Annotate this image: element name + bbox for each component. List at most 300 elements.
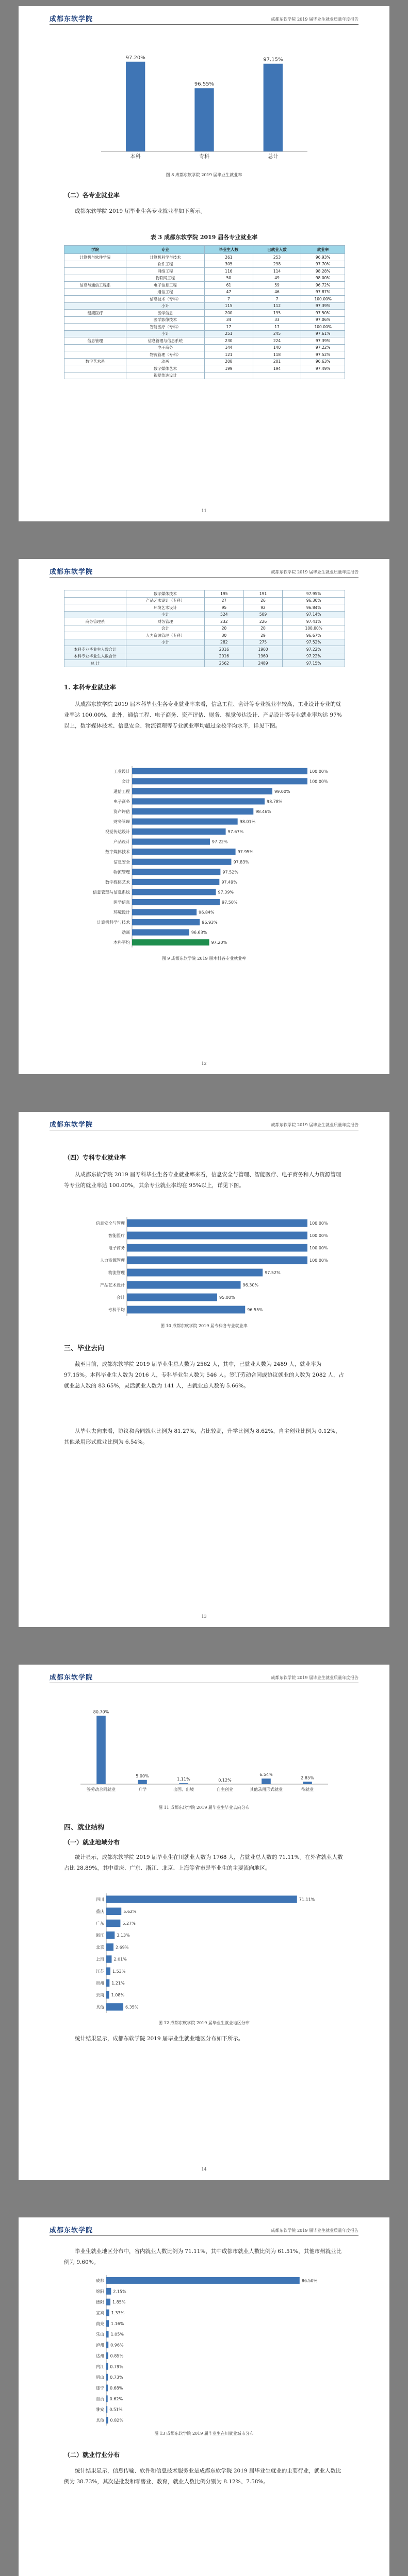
table-cell: 小计: [126, 330, 204, 337]
table-cell: 软件工程: [126, 261, 204, 268]
category-label: 电子商务: [108, 1246, 125, 1250]
table-row: [64, 653, 345, 660]
section-paragraph: 毕业生就业地区分布中，省内就业人数比例为 71.11%，其中成都市就业人数比例为 61.51%，其他市州就业比例为 9.60%。: [64, 2248, 342, 2265]
table-cell: 97.70%: [301, 261, 345, 268]
table-cell: 100.00%: [301, 324, 345, 331]
section-paragraph: 从成都东软学院 2019 届专科毕业生各专业就业率来看，信息安全与管理、智能医疗、电子商务和人力资源管理等专业的就业率达 100.00%，其余专业就业率均在 95%以上，详见下图。: [64, 1172, 341, 1189]
table-row: [64, 289, 345, 296]
bar: [106, 2342, 108, 2348]
category-label: 动画: [122, 930, 130, 935]
section-paragraph-2: 统计结果显示，成都东软学院 2019 届毕业生就业地区分布如下所示。: [75, 2036, 244, 2042]
table-cell: 2562: [204, 660, 243, 667]
bar-value-label: 96.84%: [199, 910, 215, 915]
table-cell: [64, 611, 126, 618]
table-cell: 小计: [126, 302, 204, 310]
table-cell: 物流管理（专科）: [126, 351, 204, 359]
table-cell: 509: [243, 611, 283, 618]
school-logo: 成都东软学院: [50, 568, 93, 576]
table-cell: 97.14%: [283, 611, 345, 618]
bar-value-label: 98.01%: [239, 819, 256, 824]
category-label: 数字媒体艺术: [105, 879, 130, 885]
table-cell: 97.39%: [301, 337, 345, 345]
bar: [106, 1979, 109, 1987]
table-cell: 人力资源管理（专科）: [126, 632, 204, 639]
report-page-4: [19, 1665, 389, 2180]
page-number: 11: [201, 509, 207, 513]
major-rate-table: [64, 245, 345, 379]
bar: [132, 939, 209, 945]
bar: [106, 2299, 110, 2306]
table-cell: [64, 289, 126, 296]
category-label: 计算机科学与技术: [97, 920, 130, 925]
table-cell: 97.52%: [301, 351, 345, 359]
table-row: [64, 254, 345, 261]
table-cell: 2016: [204, 646, 243, 653]
table-cell: 140: [253, 344, 301, 351]
category-label: 雅安: [96, 2407, 104, 2412]
running-title: 成都东软学院 2019 届毕业生就业质量年度报告: [271, 17, 358, 22]
bar: [132, 828, 226, 835]
category-label: 人力资源管理: [100, 1258, 125, 1263]
table-cell: 20: [204, 625, 243, 632]
bar-value-label: 96.93%: [202, 920, 218, 925]
table-cell: 会计: [126, 625, 204, 632]
page-header: [50, 1672, 358, 1683]
bar: [106, 2288, 111, 2295]
category-label: 医学信息: [113, 900, 130, 905]
table-row: [64, 625, 345, 632]
table-cell: 计算机科学与技术: [126, 254, 204, 261]
bar: [126, 62, 145, 151]
section-paragraph-2: 截至目前，成都东软学院 2019 届毕业生总人数为 2562 人，其中，已就业人数为 2489 人，就业率为 97.15%。本科毕业生人数为 2016 人，专科毕业生人数为 546 人。签订劳动合同或协议就业的人数为 2082 人，占就业总人数的 83.65%，灵活就业人数为 141 人，占就业总人数的 5.66%。: [64, 1361, 345, 1389]
table-cell: 47: [204, 289, 253, 296]
category-label: 四川: [96, 1897, 104, 1902]
bar-value-label: 6.35%: [125, 2005, 139, 2010]
table-cell: [64, 365, 126, 372]
category-label: 专科: [199, 154, 209, 160]
table-cell: 97.52%: [283, 639, 345, 646]
table-cell: 17: [253, 324, 301, 331]
bar: [132, 869, 220, 875]
table-row: [64, 282, 345, 289]
table-cell: 118: [253, 351, 301, 359]
bar: [127, 1257, 307, 1264]
chapter-title: 四、就业结构: [64, 1824, 105, 1832]
sichuan-city-chart: [75, 2273, 333, 2428]
bar: [106, 2363, 108, 2370]
bar-value-label: 97.22%: [211, 839, 228, 844]
table-cell: [301, 372, 345, 379]
category-label: 物流管理: [113, 870, 130, 875]
table-row: [64, 358, 345, 365]
category-label: 其他: [96, 2418, 104, 2423]
section-paragraph: 统计显示，成都东软学院 2019 届毕业生在川就业人数为 1768 人，占就业总人数的 71.11%。在外省就业人数占比 28.89%，其中重庆、广东、浙江、北京、上海等省市是毕业生的主要流向地区。: [64, 1854, 343, 1871]
table-cell: 226: [243, 618, 283, 625]
category-label: 工业设计: [113, 769, 130, 774]
bar-value-label: 1.33%: [111, 2311, 125, 2315]
bar-value-label: 97.52%: [265, 1270, 281, 1275]
table-cell: 总 计: [64, 660, 126, 667]
major-rate-table-continued: [64, 590, 345, 667]
table-cell: 61: [204, 282, 253, 289]
category-label: 自贡: [96, 2396, 104, 2401]
bar: [132, 929, 189, 936]
bar-value-label: 0.85%: [110, 2353, 124, 2359]
table-cell: 本科专业毕业生人数合计: [64, 646, 126, 653]
report-page-1: [19, 6, 389, 521]
bar-value-label: 97.52%: [222, 870, 238, 875]
table-cell: 97.87%: [301, 289, 345, 296]
category-label: 贵州: [96, 1981, 104, 1986]
table-row: [64, 302, 345, 310]
category-label: 总计: [268, 154, 279, 160]
bar-value-label: 3.13%: [117, 1933, 130, 1938]
bar-value-label: 0.51%: [109, 2407, 123, 2412]
bar: [127, 1294, 217, 1301]
bar-value-label: 97.20%: [125, 55, 145, 61]
bar-value-label: 2.15%: [113, 2289, 126, 2294]
table-row: [64, 660, 345, 667]
report-page-2: [19, 559, 389, 1074]
bar: [106, 2320, 109, 2327]
table-cell: [64, 372, 126, 379]
category-label: 重庆: [96, 1909, 104, 1914]
table-header-row: [64, 246, 345, 254]
figure-caption: 图 13 成都东软学院 2019 届毕业生在川就业城市分布: [154, 2431, 254, 2436]
table-cell: 本科专业毕业生人数合计: [64, 653, 126, 660]
table-cell: 信息技术（专科）: [126, 296, 204, 303]
bar: [132, 859, 231, 865]
table-cell: 224: [253, 337, 301, 345]
table-cell: 26: [243, 597, 283, 604]
section-title: （四）专科专业就业率: [64, 1154, 126, 1161]
bar-value-label: 1.05%: [110, 2332, 124, 2337]
table-cell: 27: [204, 597, 243, 604]
page-header: [50, 566, 358, 578]
bar: [262, 1778, 271, 1784]
table-cell: 2016: [204, 653, 243, 660]
bar: [106, 1943, 113, 1951]
bar: [132, 909, 197, 915]
table-cell: 199: [204, 365, 253, 372]
bar: [106, 2003, 123, 2010]
running-title: 成都东软学院 2019 届毕业生就业质量年度报告: [271, 1123, 358, 1127]
bar-value-label: 80.70%: [93, 1709, 109, 1715]
bar: [132, 879, 219, 885]
section-title: 1. 本科专业就业率: [64, 684, 116, 691]
table-cell: 98.28%: [301, 268, 345, 275]
category-label: 通信工程: [113, 789, 130, 794]
section-paragraph-3: 从毕业去向来看，协议和合同就业比例为 81.27%，占比较高，升学比例为 8.62%，自主创业比例为 0.12%，其他录用形式就业比例为 6.54%。: [64, 1428, 341, 1445]
category-label: 成都: [96, 2278, 104, 2283]
bar-value-label: 0.82%: [110, 2418, 123, 2423]
category-label: 财务管理: [113, 819, 130, 824]
table-cell: 环境艺术设计: [126, 604, 204, 612]
table-cell: 97.61%: [301, 330, 345, 337]
table-cell: 97.22%: [283, 653, 345, 660]
bar-value-label: 96.55%: [247, 1308, 263, 1312]
table-cell: 97.49%: [301, 365, 345, 372]
school-logo: 成都东软学院: [50, 2227, 93, 2234]
table-cell: 49: [253, 275, 301, 282]
bar: [106, 2406, 107, 2413]
category-label: 云南: [96, 1993, 104, 1998]
bar-value-label: 5.00%: [136, 1773, 149, 1778]
table-cell: 97.39%: [301, 302, 345, 310]
bar: [132, 808, 253, 815]
table-cell: 信息与通信工程系: [64, 282, 126, 289]
table-cell: [64, 351, 126, 359]
table-cell: 59: [253, 282, 301, 289]
table-cell: 46: [253, 289, 301, 296]
table-row: [64, 351, 345, 359]
bar: [138, 1780, 147, 1784]
bar: [132, 849, 236, 855]
table-cell: 97.50%: [301, 310, 345, 317]
bar-value-label: 1.16%: [111, 2321, 124, 2326]
table-row: [64, 324, 345, 331]
bar-value-label: 99.00%: [274, 789, 290, 794]
table-cell: [64, 590, 126, 598]
bar: [106, 2385, 108, 2392]
category-label: 南充: [96, 2321, 104, 2326]
table-cell: 95: [204, 604, 243, 612]
page-number: 12: [201, 1061, 207, 1066]
table-cell: [64, 597, 126, 604]
bar-value-label: 98.78%: [267, 799, 283, 804]
bar-value-label: 1.11%: [177, 1777, 190, 1782]
category-label: 签劳动合同就业: [87, 1787, 116, 1792]
table-cell: 信息管理: [64, 337, 126, 345]
category-label: 信息安全: [113, 859, 130, 865]
table-cell: [64, 261, 126, 268]
category-label: 达州: [96, 2353, 104, 2359]
table-row: [64, 296, 345, 303]
bar: [106, 1968, 110, 1975]
bar-value-label: 97.50%: [222, 900, 238, 905]
table-cell: 100.00%: [301, 296, 345, 303]
bar: [106, 1920, 120, 1927]
category-label: 数字媒体技术: [105, 850, 130, 855]
table-cell: 小计: [126, 639, 204, 646]
table-cell: 数字艺术系: [64, 358, 126, 365]
running-title: 成都东软学院 2019 届毕业生就业质量年度报告: [271, 1675, 358, 1680]
bar: [96, 1716, 106, 1784]
bar: [106, 2277, 300, 2284]
table-row: [64, 310, 345, 317]
table-cell: [64, 268, 126, 275]
table-cell: 医学影像技术: [126, 316, 204, 324]
table-cell: 114: [253, 268, 301, 275]
table-cell: 275: [243, 639, 283, 646]
bar: [106, 2374, 108, 2381]
table-row: [64, 268, 345, 275]
table-cell: 253: [253, 254, 301, 261]
page-number: 13: [201, 1614, 207, 1619]
table-header-cell: 已就业人数: [253, 246, 301, 254]
table-cell: [64, 639, 126, 646]
table-cell: [64, 324, 126, 331]
page-header: [50, 2225, 358, 2236]
school-logo: 成都东软学院: [50, 1674, 93, 1682]
category-label: 宜宾: [96, 2311, 104, 2315]
region-distribution-chart: [75, 1891, 333, 2015]
table-cell: 物联网工程: [126, 275, 204, 282]
table-cell: 电子信息工程: [126, 282, 204, 289]
bar-value-label: 97.39%: [218, 890, 234, 895]
bar-value-label: 97.49%: [221, 879, 237, 885]
table-cell: 97.22%: [283, 646, 345, 653]
category-label: 广东: [96, 1921, 104, 1926]
category-label: 升学: [138, 1787, 146, 1792]
category-label: 物流管理: [108, 1270, 125, 1275]
table-cell: 96.67%: [283, 632, 345, 639]
bar: [179, 1783, 188, 1784]
category-label: 浙江: [96, 1933, 104, 1938]
bar-value-label: 96.30%: [242, 1283, 259, 1287]
table-cell: 96.72%: [301, 282, 345, 289]
category-label: 乐山: [96, 2332, 104, 2337]
table-cell: 17: [204, 324, 253, 331]
table-cell: 298: [253, 261, 301, 268]
table-cell: 115: [204, 302, 253, 310]
section-title: （二）各专业就业率: [64, 192, 120, 199]
bar-value-label: 6.54%: [259, 1772, 273, 1777]
bar-value-label: 0.12%: [218, 1777, 232, 1783]
category-label: 产品艺术设计: [100, 1283, 125, 1287]
table-cell: 数字媒体技术: [126, 590, 204, 598]
bar-value-label: 1.53%: [112, 1969, 126, 1974]
figure-caption: 图 8 成都东软学院 2019 届毕业生就业率: [166, 173, 242, 177]
bar: [132, 778, 307, 784]
table-cell: [64, 625, 126, 632]
table-cell: 商务管理系: [64, 618, 126, 625]
table-cell: 116: [204, 268, 253, 275]
table-cell: 医学信息: [126, 310, 204, 317]
table-cell: 智能医疗（专科）: [126, 324, 204, 331]
figure-caption: 图 9 成都东软学院 2019 届本科各专业就业率: [161, 956, 247, 961]
category-label: 专科平均: [108, 1308, 125, 1312]
bar-value-label: 5.62%: [123, 1909, 137, 1914]
table-cell: 194: [253, 365, 301, 372]
table-row: [64, 344, 345, 351]
table-row: [64, 604, 345, 612]
table-row: [64, 365, 345, 372]
bar: [132, 768, 307, 774]
table-cell: 7: [204, 296, 253, 303]
table-cell: 92: [243, 604, 283, 612]
section-paragraph-2: 统计结果显示，信息传输、软件和信息技术服务业是成都东软学院 2019 届毕业生就业的主要行业，就业人数比例为 38.73%，其次是批发和零售业、教育，就业人数比例分别为 8.12%、7.58%。: [64, 2468, 341, 2485]
table-cell: 1960: [243, 646, 283, 653]
table-cell: [126, 653, 204, 660]
table-cell: 产品艺术设计（专科）: [126, 597, 204, 604]
table-cell: [64, 275, 126, 282]
bar: [264, 64, 283, 151]
table-cell: 98.00%: [301, 275, 345, 282]
table-row: [64, 372, 345, 379]
bar-value-label: 96.55%: [194, 81, 215, 88]
bar: [106, 1931, 115, 1939]
college-major-rate-chart: [75, 1215, 333, 1318]
running-title: 成都东软学院 2019 届毕业生就业质量年度报告: [271, 2228, 358, 2233]
table-cell: 201: [253, 358, 301, 365]
table-cell: 144: [204, 344, 253, 351]
bar: [127, 1306, 245, 1314]
table-row: [64, 611, 345, 618]
chapter-title: 三、毕业去向: [64, 1345, 105, 1352]
table-cell: 305: [204, 261, 253, 268]
table-cell: 97.06%: [301, 316, 345, 324]
category-label: 信息安全与管理: [96, 1221, 125, 1226]
category-label: 出国、出境: [173, 1787, 194, 1792]
report-page-5: [19, 2217, 389, 2576]
table-cell: 97.41%: [283, 618, 345, 625]
bar-value-label: 2.01%: [113, 1957, 127, 1962]
table-cell: 信息管理与信息系统: [126, 337, 204, 345]
category-label: 待就业: [301, 1787, 314, 1792]
bar-value-label: 97.67%: [227, 829, 244, 835]
table-cell: 96.93%: [301, 254, 345, 261]
table-row: [64, 316, 345, 324]
category-label: 智能医疗: [108, 1233, 125, 1238]
table-cell: 232: [204, 618, 243, 625]
table-row: [64, 337, 345, 345]
table-cell: 20: [243, 625, 283, 632]
bar-value-label: 86.50%: [301, 2278, 318, 2283]
bar: [127, 1219, 307, 1227]
school-logo: 成都东软学院: [50, 15, 93, 23]
category-label: 本科: [130, 154, 141, 160]
bar: [127, 1269, 263, 1277]
table-row: [64, 330, 345, 337]
table-cell: 191: [243, 590, 283, 598]
category-label: 本科平均: [113, 940, 130, 945]
bar-value-label: 100.00%: [309, 769, 328, 774]
table-cell: [253, 372, 301, 379]
category-label: 产品设计: [113, 839, 130, 844]
bar: [106, 2352, 108, 2359]
bar-value-label: 97.95%: [237, 850, 254, 855]
page-header: [50, 1119, 358, 1130]
graduation-destination-chart: [70, 1696, 338, 1799]
bar-value-label: 97.20%: [211, 940, 227, 945]
table-row: [64, 275, 345, 282]
bar: [127, 1281, 241, 1289]
table-cell: 195: [253, 310, 301, 317]
table-cell: 视觉传达设计: [126, 372, 204, 379]
table-cell: 97.95%: [283, 590, 345, 598]
category-label: 北京: [96, 1945, 104, 1950]
table-row: [64, 597, 345, 604]
bar-value-label: 2.85%: [301, 1775, 314, 1781]
bar-value-label: 100.00%: [309, 1258, 328, 1263]
bar: [132, 818, 238, 824]
category-label: 内江: [96, 2364, 104, 2369]
category-label: 环境设计: [113, 910, 130, 915]
category-label: 信息管理与信息系统: [93, 890, 130, 895]
table-row: [64, 639, 345, 646]
bar-value-label: 96.63%: [191, 930, 207, 935]
table-cell: [64, 302, 126, 310]
table-cell: 97.22%: [301, 344, 345, 351]
table-title: 表 3 成都东软学院 2019 届各专业就业率: [150, 234, 258, 241]
bar-value-label: 100.00%: [309, 779, 328, 784]
table-cell: 电子商务: [126, 344, 204, 351]
bar: [106, 1908, 121, 1915]
table-row: [64, 646, 345, 653]
page-header: [50, 13, 358, 25]
table-cell: 财务管理: [126, 618, 204, 625]
